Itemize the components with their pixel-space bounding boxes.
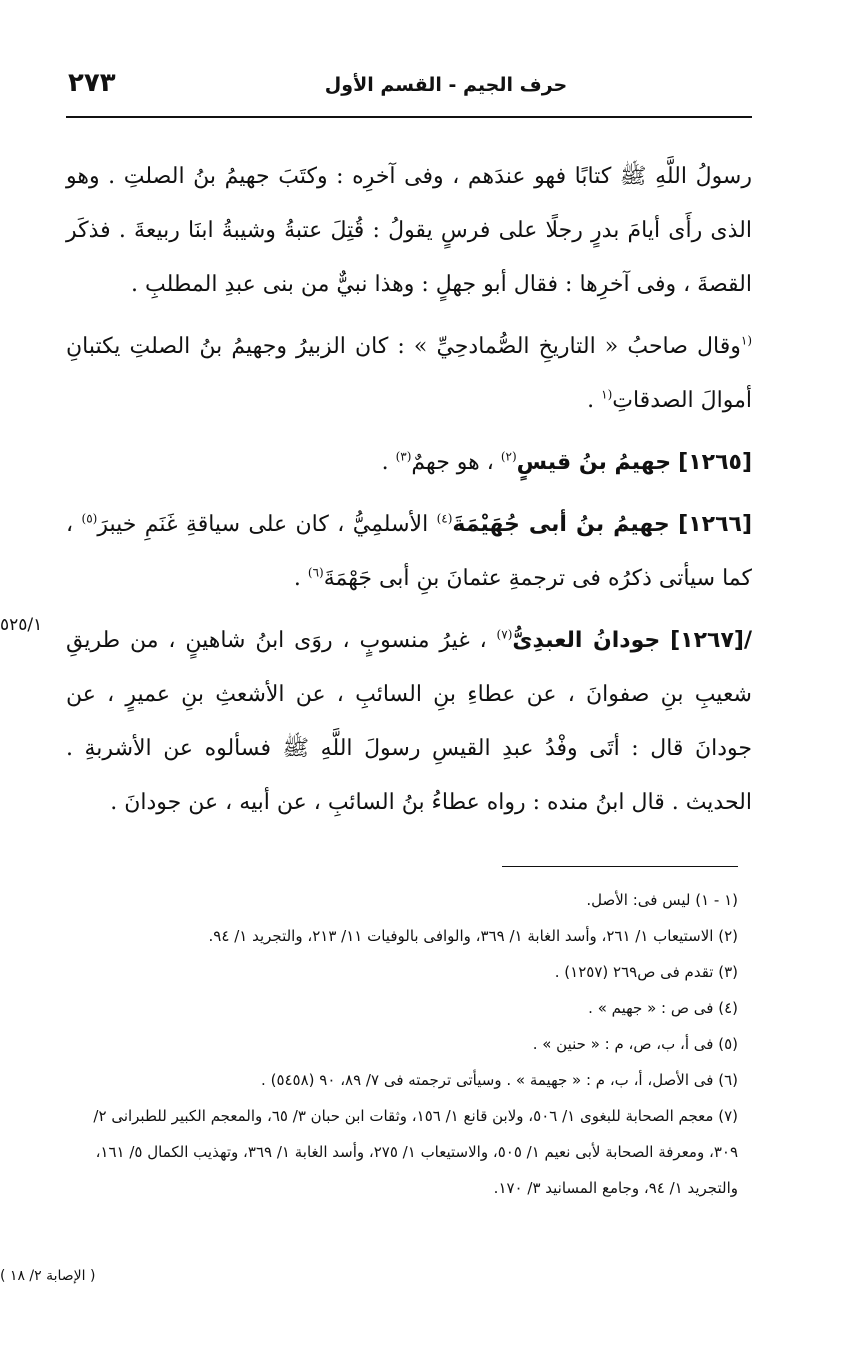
entry-name: جودانُ العبدِىُّ [512, 628, 661, 653]
entry-text: الأسلمِيُّ ، كان على سياقةِ غَنَمِ خيبرَ [97, 512, 437, 537]
footnote-marker: (٧) [496, 627, 513, 642]
footnote: (٧) معجم الصحابة للبغوى ١/ ٥٠٦، ولابن قانع ١/ ١٥٦، وثقات ابن حبان ٣/ ٦٥، والمعجم الكبير للطبرانى ٢/ ٣٠٩، ومعرفة الصحابة لأبى نعيم ١/ ٥٠٥، والاستيعاب ١/ ٢٧٥، وأسد الغابة ١/ ٣٦٩، وتهذيب الكمال ٥/ ١٦١، والتجريد ١/ ٩٤، وجامع المسانيد ٣/ ١٧٠. [93, 1107, 738, 1197]
entry-1267 [66, 614, 752, 830]
page-number: ٢٧٣ [68, 68, 116, 98]
entry-1265 [66, 436, 752, 490]
paragraph-samadihi [66, 320, 752, 428]
footnote-marker: (٢) [500, 449, 517, 464]
footnote: (٤) فى ص : « جهيم » . [588, 999, 738, 1017]
entry-text: ، هو جهمٌ [411, 450, 501, 475]
entry-number: [١٢٦٦] [678, 512, 753, 537]
footnote: (١ - ١) ليس فى: الأصل. [586, 891, 738, 909]
footnote-marker: (٥) [81, 511, 98, 526]
entry-text: ، غيرُ منسوبٍ ، روَى ابنُ شاهينٍ ، من طريقِ شعيبِ بنِ صفوانَ ، عن عطاءِ بنِ السائبِ ، عن الأشعثِ بنِ عميرٍ ، عن جودانَ قال : أتَى وفْدُ عبدِ القيسِ رسولَ اللَّهِ ﷺ فسألوه عن الأشربةِ . الحديث . قال ابنُ منده : رواه عطاءُ بنُ السائبِ ، عن أبيه ، عن جودانَ . [66, 628, 752, 815]
page-header [66, 60, 752, 120]
running-title: حرف الجيم - القسم الأول [324, 74, 568, 96]
folio-slash: / [743, 628, 752, 653]
main-text [66, 150, 752, 838]
footnote-marker: (١ [601, 387, 613, 402]
margin-volume-reference: ٥٢٥/١ [0, 615, 43, 635]
footnote: (٢) الاستيعاب ١/ ٢٦١، وأسد الغابة ١/ ٣٦٩، والوافى بالوفيات ١١/ ٢١٣، والتجريد ١/ ٩٤. [208, 927, 738, 945]
entry-number: [١٢٦٧] [670, 628, 744, 653]
footnote: (٦) فى الأصل، أ، ب، م : « جهيمة » . وسيأتى ترجمته فى ٧/ ٨٩، ٩٠ (٥٤٥٨) . [261, 1071, 738, 1089]
paragraph-end: . [587, 388, 602, 413]
paragraph-text: وقال صاحبُ « التاريخِ الصُّمادحِيِّ » : كان الزبيرُ وجهيمُ بنُ الصلتِ يكتبانِ أموالَ الصدقاتِ [66, 334, 752, 413]
footnote: (٥) فى أ، ب، ص، م : « حنين » . [532, 1035, 738, 1053]
entry-name: جهيمُ بنُ قيسٍ [516, 450, 672, 475]
footnote-marker: (١ [740, 333, 752, 348]
entry-end: . [381, 450, 396, 475]
footnotes [66, 882, 738, 1206]
entry-text-continued: ، كما سيأتى ذكرُه فى ترجمةِ عثمانَ بنِ أبى جَهْمَةَ [66, 512, 752, 591]
entry-end: . [293, 566, 308, 591]
paragraph-text: رسولُ اللَّهِ ﷺ كتابًا فهو عندَهم ، وفى آخرِه : وكتَبَ جهيمُ بنُ الصلتِ . وهو الذى رأَى أيامَ بدرٍ رجلًا على فرسٍ يقولُ : قُتِلَ عتبةُ وشيبةُ ابنَا ربيعةَ . فذكَر القصةَ ، وفى آخرِها : فقال أبو جهلٍ : وهذا نبيٌّ من بنى عبدِ المطلبِ . [66, 164, 752, 297]
footnote-marker: (٦) [307, 565, 324, 580]
header-rule [66, 116, 752, 118]
footnote-separator [502, 866, 738, 867]
footnote-marker: (٤) [436, 511, 453, 526]
paragraph-continuation [66, 150, 752, 312]
entry-1266 [66, 498, 752, 606]
entry-number: [١٢٦٥] [678, 450, 752, 475]
signature-note: ( الإصابة ٢/ ١٨ ) [0, 1268, 96, 1284]
footnote: (٣) تقدم فى ص٢٦٩ (١٢٥٧) . [554, 963, 738, 981]
entry-name: جهيمُ بنُ أبى جُهَيْمَةَ [452, 512, 670, 537]
footnote-marker: (٣) [395, 449, 412, 464]
